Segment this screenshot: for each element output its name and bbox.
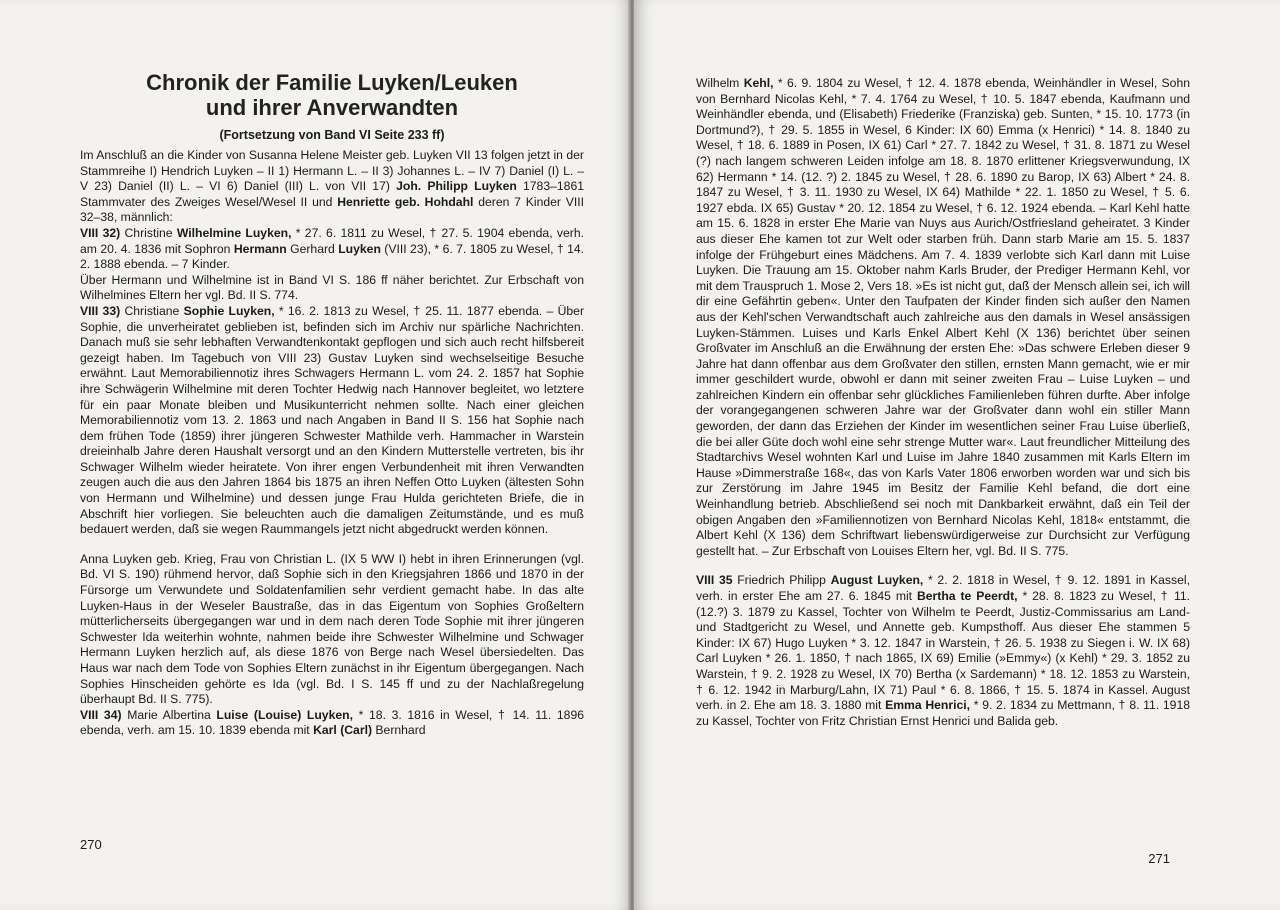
title-line-1: Chronik der Familie Luyken/Leuken <box>146 70 518 95</box>
right-page <box>634 0 1280 910</box>
chapter-subtitle: (Fortsetzung von Band VI Seite 233 ff) <box>219 128 445 142</box>
page-number-left: 270 <box>80 837 102 852</box>
paragraph-anna-luyken: Anna Luyken geb. Krieg, Frau von Christian L. (IX 5 WW I) hebt in ihren Erinnerungen (vgl. Bd. VI S. 190) rühmend hervor, daß Sophie sich in den Kriegsjahren 1866 und 1870 in der Fürsorge um Verwundete und Soldatenfamilien sehr verdient gemacht habe. In das alte Luyken-Haus in der Weseler Baustraße, das in das Eigentum von Sophies Großeltern mütterlicherseits übergegangen war und in dem nach deren Tode Sophie mit ihrer jüngeren Schwester Ida weiterhin wohnte, nahmen beide ihre Schwester Wilhelmine und Schwager Hermann Luyken herzlich auf, als diese 1876 von Berge nach Wesel übersiedelten. Das Haus war nach dem Tode von Sophies Eltern zunächst in ihr Eigentum übergegangen. Nach Sophies Hinscheiden gehörte es Ida (vgl. Bd. I S. 145 ff und zu der Nachlaßregelung überhaupt Bd. II S. 775). <box>80 551 584 707</box>
left-page <box>0 0 632 910</box>
page-number-right: 271 <box>1148 851 1170 866</box>
entry-viii-32: VIII 32) Christine Wilhelmine Luyken, * 27. 6. 1811 zu Wesel, † 27. 5. 1904 ebenda, verh. am 20. 4. 1836 mit Sophron Hermann Gerhard Luyken (VIII 23), * 6. 7. 1805 zu Wesel, † 14. 2. 1888 ebenda. – 7 Kinder. <box>80 225 585 272</box>
chapter-title <box>80 70 584 120</box>
paragraph-intro: Im Anschluß an die Kinder von Susanna Helene Meister geb. Luyken VII 13 folgen jetzt in der Stammreihe I) Hendrich Luyken – II 1) Hermann L. – II 3) Johannes L. – IV 7) Daniel (I) L. – V 23) Daniel (II) L. – VI 6) Daniel (III) L. von VII 17) Joh. Philipp Luyken 1783–1861 Stammvater des Zweiges Wesel/Wesel II und Henriette geb. Hohdahl deren 7 Kinder VIII 32–38, männlich: <box>80 148 585 225</box>
entry-viii-35: VIII 35 Friedrich Philipp August Luyken, * 2. 2. 1818 in Wesel, † 9. 12. 1891 in Kassel, verh. in erster Ehe am 27. 6. 1845 mit Bertha te Peerdt, * 28. 8. 1823 zu Wesel, † 11. (12.?) 3. 1879 zu Kassel, Tochter von Wilhelm te Peerdt, Justiz-Commissarius am Land- und Stadtgericht zu Wesel, und Annette geb. Kumpsthoff. Aus dieser Ehe stammen 5 Kinder: IX 67) Hugo Luyken * 3. 12. 1847 in Warstein, † 26. 5. 1938 zu Siegen i. W. IX 68) Carl Luyken * 26. 1. 1850, † nach 1865, IX 69) Emilie (»Emmy«) (x Kehl) * 29. 3. 1852 zu Warstein, † 9. 2. 1928 zu Wesel, IX 70) Bertha (x Sardemann) * 18. 12. 1853 zu Warstein, † 6. 12. 1942 in Marburg/Lahn, IX 71) Paul * 6. 8. 1866, † 15. 5. 1874 in Kassel. August verh. in 2. Ehe am 18. 3. 1880 mit Emma Henrici, * 9. 2. 1834 zu Mettmann, † 8. 11. 1918 zu Kassel, Tochter von Fritz Christian Ernst Henrici und Balida geb. <box>696 573 1191 728</box>
entry-viii-34: VIII 34) Marie Albertina Luise (Louise) Luyken, * 18. 3. 1816 in Wesel, † 14. 11. 1896 ebenda, verh. am 15. 10. 1839 ebenda mit Karl (Carl) Bernhard <box>80 707 584 738</box>
title-line-2: und ihrer Anverwandten <box>205 95 459 120</box>
entry-viii-34-continued: Wilhelm Kehl, * 6. 9. 1804 zu Wesel, † 12. 4. 1878 ebenda, Weinhändler in Wesel, Sohn von Bernhard Nicolas Kehl, * 7. 4. 1764 zu Wesel, † 10. 5. 1847 ebenda, Kaufmann und Weinhändler ebenda, und (Elisabeth) Friederike (Franziska) geb. Sunten, * 15. 10. 1773 (in Dortmund?), † 29. 5. 1855 in Wesel, 6 Kinder: IX 60) Emma (x Henrici) * 14. 8. 1840 zu Wesel, † 18. 6. 1889 in Posen, IX 61) Carl * 27. 7. 1842 zu Wesel, † 31. 8. 1871 zu Wesel (?) nach langem schweren Leiden infolge am 18. 8. 1870 erlittener Kriegsverwundung, IX 62) Hermann * 14. (12. ?) 2. 1845 zu Wesel, † 28. 6. 1890 zu Barop, IX 63) Albert * 24. 8. 1847 zu Wesel, † 3. 11. 1930 zu Wesel, IX 64) Mathilde * 22. 1. 1850 zu Wesel, † 5. 6. 1927 ebda. IX 65) Gustav * 20. 12. 1854 zu Wesel, † 6. 12. 1924 ebenda. – Karl Kehl hatte am 15. 6. 1828 in erster Ehe Marie van Nuys aus Aurich/Ostfriesland geheiratet. 3 Kinder aus dieser Ehe kamen tot zur Welt oder starben früh. Dann starb Marie am 15. 5. 1837 infolge der Frühgeburt eines Mädchens. Am 7. 4. 1839 verlobte sich Karl dann mit Luise Luyken. Die Trauung am 15. Oktober nahm Karls Bruder, der Prediger Hermann Kehl, vor mit dem Trauspruch 1. Mose 2, Vers 18. »Es ist nicht gut, daß der Mensch allein sei, ich will dir eine Gefährtin geben«. Unter den Taufpaten der Kinder finden sich außer den Namen aus der Kehl'schen Verwandtschaft auch zahlreiche aus den damals in Wesel ansässigen Luyken-Stämmen. Luises und Karls Enkel Albert Kehl (X 136) berichtet über seinen Großvater im Anschluß an die Erwähnung der ersten Ehe: »Das schwere Erleben dieser 9 Jahre hat dann offenbar aus dem Großvater den stillen, ernsten Mann gemacht, wie er mir immer geschildert wurde, obwohl er dann mit seiner zweiten Frau – Luise Luyken – und zahlreichen Kindern ein offenbar sehr glückliches Familienleben führen durfte. Aber infolge der vorangegangenen schweren Jahre war der Großvater dann wohl ein stiller Mann geworden, der dann das Erziehen der Kinder im wesentlichen seiner Frau Luise überließ, die bei aller Güte doch wohl eine sehr strenge Mutter war«. Laut freundlicher Mitteilung des Stadtarchivs Wesel wohnten Karl und Luise im Jahre 1840 zusammen mit Karls Eltern im Hause »Dimmerstraße 168«, das von Karls Vater 1806 erworben worden war und sich bis zur Zerstörung im Jahre 1945 im Besitz der Familie Kehl befand, die dort eine Weinhandlung betrieb. Abschließend sei noch mit Dankbarkeit erwähnt, daß ein Teil der obigen Angaben den »Familiennotizen von Bernhard Nicolas Kehl, 1818« entstammt, die Albert Kehl (X 136) dem Schriftwart liebenswürdigerweise zur Durchsicht zur Verfügung gestellt hat. – Zur Erbschaft von Louises Eltern her, vgl. Bd. II S. 775. <box>696 76 1191 558</box>
paragraph-hermann-wilhelmine: Über Hermann und Wilhelmine ist in Band VI S. 186 ff näher berichtet. Zur Erbschaft von Wilhelmines Eltern her vgl. Bd. II S. 774. <box>80 272 584 303</box>
entry-viii-33: VIII 33) Christiane Sophie Luyken, * 16. 2. 1813 zu Wesel, † 25. 11. 1877 ebenda. – Über Sophie, die unverheiratet geblieben ist, befinden sich im Archiv nur spärliche Nachrichten. Danach muß sie sehr lebhaften Verwandtenkontakt gepflogen und sich auch recht hilfsbereit gezeigt haben. Im Tagebuch von VIII 23) Gustav Luyken sind wechselseitige Besuche erwähnt. Laut Memorabiliennotiz ihres Schwagers Hermann L. vom 24. 2. 1857 hat Sophie ihre Schwägerin Wilhelmine mit deren Tochter Hedwig nach Hannover begleitet, wo letztere für ein paar Monate bleiben und Musikunterricht nehmen sollte. Nach einer gleichen Memorabiliennotiz vom 13. 2. 1863 und nach Angaben in Band II S. 156 hat Sophie nach dem frühen Tode (1859) ihrer jüngeren Schwester Mathilde verh. Hammacher in Warstein dreieinhalb Jahre deren Haushalt versorgt und an den Kindern Mutterstelle vertreten, bis ihr Schwager Wilhelm wieder heiratete. Von ihrer engen Verbundenheit mit ihren Verwandten zeugen auch die aus den Jahren 1864 bis 1875 an ihren Neffen Otto Luyken (ältesten Sohn von Hermann und Wilhelmine) und dessen junge Frau Hulda gerichteten Briefe, die in Abschrift hier vorliegen. Sie beleuchten auch die damaligen Zeitumstände, und es muß bedauert werden, daß sie wegen Raummangels jetzt nicht abgedruckt werden können. <box>80 303 585 537</box>
